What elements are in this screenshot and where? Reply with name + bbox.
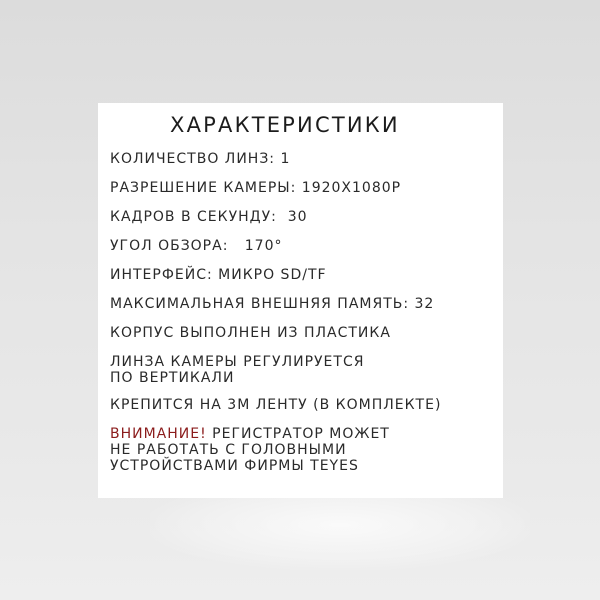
spec-resolution: РАЗРЕШЕНИЕ КАМЕРЫ: 1920X1080P [110,180,402,196]
spec-fps: КАДРОВ В СЕКУНДУ: 30 [110,209,308,225]
spec-lens-adjustment-line2: ПО ВЕРТИКАЛИ [110,370,235,386]
spec-lens-adjustment [110,354,503,386]
spec-max-memory: МАКСИМАЛЬНАЯ ВНЕШНЯЯ ПАМЯТЬ: 32 [110,296,435,312]
spec-interface: ИНТЕРФЕЙС: МИКРО SD/TF [110,267,327,283]
warning-note [110,426,503,474]
spec-lens-adjustment-line1: ЛИНЗА КАМЕРЫ РЕГУЛИРУЕТСЯ [110,354,365,370]
warning-line1: РЕГИСТРАТОР МОЖЕТ [206,426,390,442]
specs-title: ХАРАКТЕРИСТИКИ [170,113,400,137]
specs-card [98,103,503,498]
spec-view-angle: УГОЛ ОБЗОРА: 170° [110,238,283,254]
spec-mounting: КРЕПИТСЯ НА 3М ЛЕНТУ (В КОМПЛЕКТЕ) [110,397,442,413]
warning-line2: НЕ РАБОТАТЬ С ГОЛОВНЫМИ [110,442,347,458]
warning-line3: УСТРОЙСТВАМИ ФИРМЫ TEYES [110,458,359,474]
spec-body-material: КОРПУС ВЫПОЛНЕН ИЗ ПЛАСТИКА [110,325,391,341]
warning-label: ВНИМАНИЕ! [110,426,207,442]
spec-lens-count: КОЛИЧЕСТВО ЛИНЗ: 1 [110,151,291,167]
